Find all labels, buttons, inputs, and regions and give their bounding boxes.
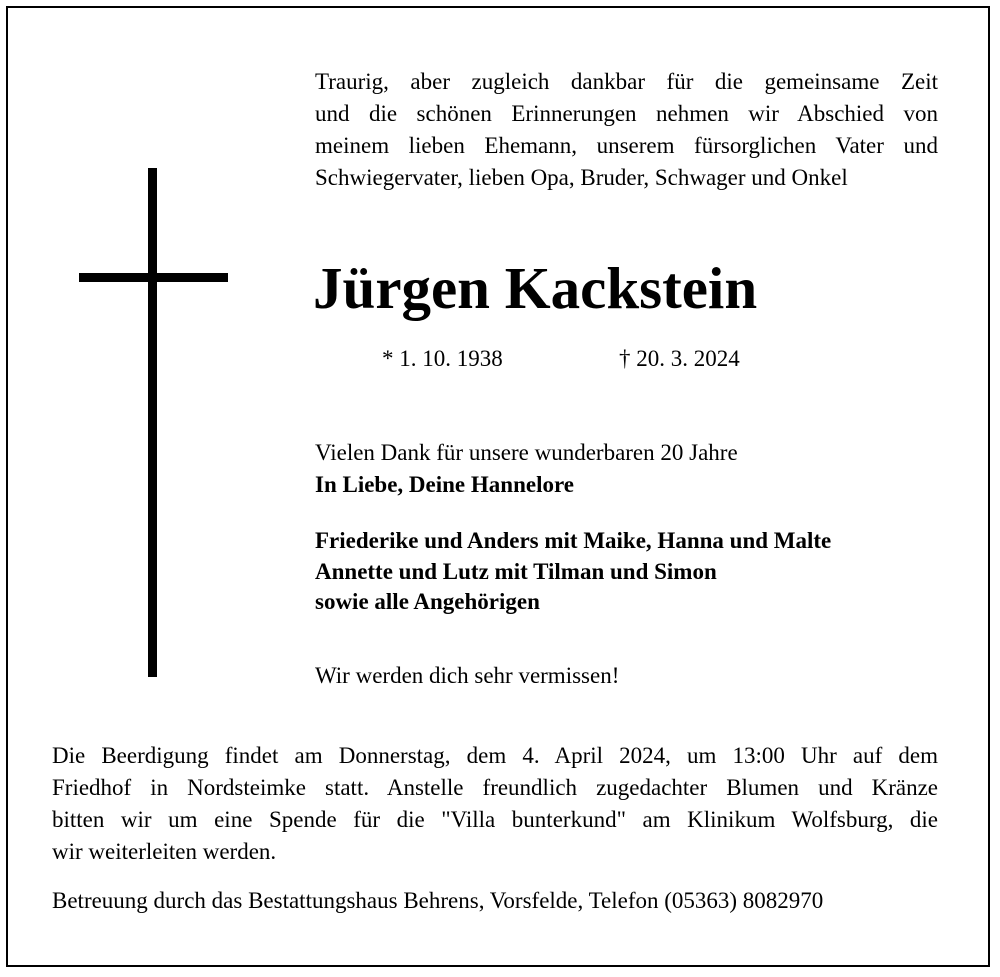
funeral-line: Die Beerdigung findet am Donnerstag, dem 4. April 2024, um 13:00 Uhr auf dem [52,743,938,768]
intro-line: und die schönen Erinnerungen nehmen wir Abschied von [315,101,938,126]
thanks-line: Vielen Dank für unsere wunderbaren 20 Jahre [315,440,738,465]
intro-line: meinem lieben Ehemann, unserem fürsorglichen Vater und [315,133,938,158]
birth-date: * 1. 10. 1938 [382,346,503,371]
family-list [315,526,831,618]
signature-love: In Liebe, Deine Hannelore [315,472,574,497]
funeral-paragraph [52,740,938,868]
farewell-line: Wir werden dich sehr vermissen! [315,663,620,688]
deceased-name: Jürgen Kackstein [313,255,758,321]
funeral-line: wir weiterleiten werden. [52,839,277,864]
cross-icon-horizontal-beam [79,273,228,282]
funeral-home-line: Betreuung durch das Bestattungshaus Behrens, Vorsfelde, Telefon (05363) 8082970 [52,888,824,913]
cross-icon-vertical-beam [148,168,157,677]
family-line: Friederike und Anders mit Maike, Hanna und Malte [315,528,832,553]
intro-line: Schwiegervater, lieben Opa, Bruder, Schwager und Onkel [315,165,848,190]
funeral-line: Friedhof in Nordsteimke statt. Anstelle freundlich zugedachter Blumen und Kränze [52,775,938,800]
intro-line: Traurig, aber zugleich dankbar für die gemeinsame Zeit [315,69,938,94]
funeral-line: bitten wir um eine Spende für die "Villa bunterkund" am Klinikum Wolfsburg, die [52,807,938,832]
intro-paragraph [315,66,938,194]
family-line: sowie alle Angehörigen [315,589,540,614]
family-line: Annette und Lutz mit Tilman und Simon [315,558,717,584]
death-date: † 20. 3. 2024 [619,346,740,371]
